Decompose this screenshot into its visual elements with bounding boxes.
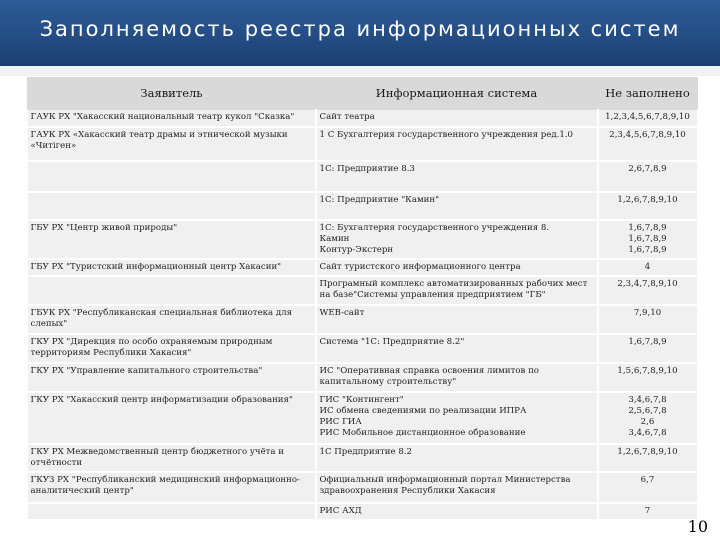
not-filled-cell: 1,2,6,7,8,9,10 [598,444,698,472]
slide-title: Заполняемость реестра информационных систем [39,17,681,41]
applicant-cell: ГКУ РХ "Управление капитального строительства" [28,363,316,392]
system-line: ИС обмена сведениями по реализации ИПРА [319,405,527,416]
applicant-cell: ГБУ РХ "Туристский информационный центр Хакасии" [28,259,316,276]
system-cell: Сайт театра [316,110,598,127]
not-filled-cell: 6,7 [598,472,698,503]
not-filled-cell: 1,2,6,7,8,9,10 [598,192,698,220]
page-number: 10 [687,517,708,536]
system-line: ГИС "Контингент" [319,394,404,405]
not-filled-cell: 4 [598,259,698,276]
table-row [28,276,698,305]
system-cell: ИС "Оперативная справка освоения лимитов по капитальному строительству" [316,363,598,392]
applicant-cell [28,192,316,220]
applicant-cell [28,161,316,192]
table-row [28,363,698,392]
applicant-cell: ГКУЗ РХ "Республиканский медицинский информационно-аналитический центр" [28,472,316,503]
column-header-system: Информационная система [316,78,598,110]
system-cell: 1 С Бухгалтерия государственного учреждения ред.1.0 [316,127,598,161]
system-cell: Програмный комплекс автоматизированных рабочих мест на базе"Системы управления предприятием "ГБ" [316,276,598,305]
not-filled-line: 1,6,7,8,9 [628,222,667,233]
system-cell: WEB-сайт [316,305,598,334]
system-cell: РИС АХД [316,503,598,520]
not-filled-cell: 1,2,3,4,5,6,7,8,9,10 [598,110,698,127]
header-band [0,66,720,76]
not-filled-cell: 1,6,7,8,9 [598,334,698,363]
not-filled-line: 3,4,6,7,8 [628,427,667,438]
table-row [28,305,698,334]
system-line: Контур-Экстерн [319,244,394,255]
registry-table [27,77,699,521]
table-row [28,334,698,363]
column-header-applicant: Заявитель [28,78,316,110]
table-header-row [28,78,698,110]
table-row [28,444,698,472]
system-cell: Официальный информационный портал Министерства здравоохранения Республики Хакасия [316,472,598,503]
applicant-cell: ГКУ РХ Межведомственный центр бюджетного учёта и отчётности [28,444,316,472]
system-cell: 1С Предприятие 8.2 [316,444,598,472]
system-cell [316,392,598,444]
not-filled-line: 1,6,7,8,9 [628,233,667,244]
table-row [28,192,698,220]
not-filled-cell: 2,3,4,7,8,9,10 [598,276,698,305]
not-filled-cell: 2,6,7,8,9 [598,161,698,192]
applicant-cell: ГБУ РХ "Центр живой природы" [28,220,316,259]
table-row [28,503,698,520]
not-filled-line: 1,6,7,8,9 [628,244,667,255]
not-filled-cell [598,392,698,444]
applicant-cell [28,276,316,305]
column-header-not-filled: Не заполнено [598,78,698,110]
system-cell: 1С: Предприятие "Камин" [316,192,598,220]
system-line: РИС Мобильное дистанционное образование [319,427,526,438]
applicant-cell: ГАУК РХ «Хакасский театр драмы и этнической музыки «Читiген» [28,127,316,161]
not-filled-line: 3,4,6,7,8 [628,394,667,405]
not-filled-cell: 7 [598,503,698,520]
system-line: РИС ГИА [319,416,362,427]
table-row [28,127,698,161]
not-filled-cell: 1,5,6,7,8,9,10 [598,363,698,392]
applicant-cell: ГКУ РХ "Хакасский центр информатизации образования" [28,392,316,444]
table-row [28,161,698,192]
applicant-cell: ГКУ РХ "Дирекция по особо охраняемым природным территориям Республики Хакасия" [28,334,316,363]
not-filled-cell: 2,3,4,5,6,7,8,9,10 [598,127,698,161]
not-filled-line: 2,6 [640,416,655,427]
system-cell: Система "1С: Предприятие 8.2" [316,334,598,363]
table-row [28,392,698,444]
table-row [28,220,698,259]
slide-header [0,0,720,66]
applicant-cell: ГБУК РХ "Республиканская специальная библиотека для слепых" [28,305,316,334]
table-row [28,110,698,127]
system-cell: Сайт туристского информационного центра [316,259,598,276]
not-filled-line: 2,5,6,7,8 [628,405,667,416]
system-line: Камин [319,233,350,244]
table-row [28,472,698,503]
not-filled-cell: 7,9,10 [598,305,698,334]
applicant-cell: ГАУК РХ "Хакасский национальный театр кукол "Сказка" [28,110,316,127]
system-cell: 1С: Предприятие 8.3 [316,161,598,192]
table-row [28,259,698,276]
system-line: 1С: Бухгалтерия государственного учреждения 8. [319,222,550,233]
applicant-cell [28,503,316,520]
not-filled-cell [598,220,698,259]
system-cell [316,220,598,259]
